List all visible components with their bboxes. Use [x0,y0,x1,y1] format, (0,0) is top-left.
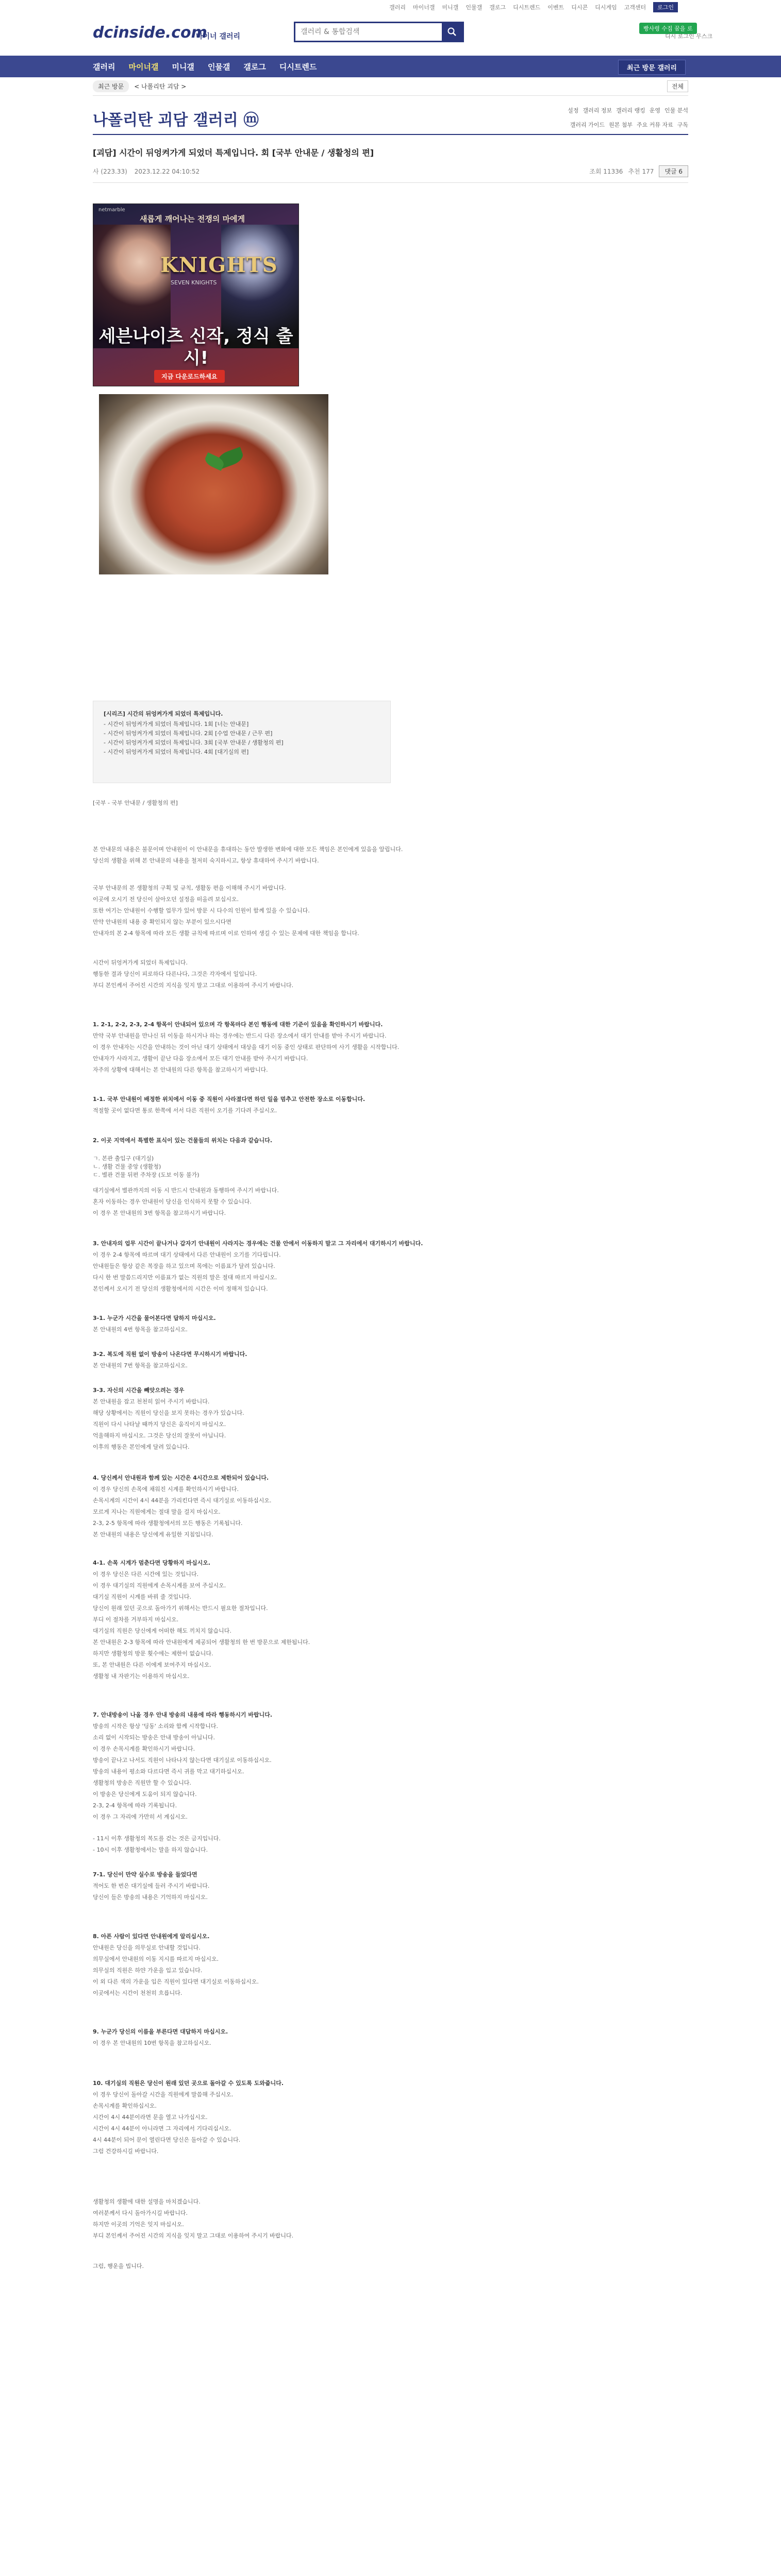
top-link[interactable]: 인물갤 [466,4,483,11]
post-stats [589,165,688,177]
body-line: 그럼, 행운을 빕니다. [93,2263,144,2269]
body-line: 국부 안내문의 본 생활청의 구획 및 규칙, 생활동 편을 이해해 주시기 바랍니다. [93,885,286,891]
gallery-options-2 [570,121,688,129]
body-line: 안내원은 당신을 의무실로 안내할 것입니다. [93,1944,201,1951]
body-line: 시간이 4시 44분이라면 문을 열고 나가십시오. [93,2114,208,2121]
recommend-count: 추천 177 [628,168,654,175]
body-line: 억울해하지 마십시오. 그것은 당신의 잘못이 아닙니다. [93,1432,226,1439]
login-button[interactable]: 로그인 [653,2,678,12]
body-line: 이 경우 대기실의 직원에게 손목시계를 보여 주십시오. [93,1582,226,1589]
gallery-title[interactable]: 나폴리탄 괴담 갤러리 ⓜ [93,111,259,129]
recent-visit-button[interactable]: 최근 방문 갤러리 [618,60,686,75]
top-link[interactable]: 마이너갤 [412,4,435,11]
top-link[interactable]: 이벤트 [547,4,564,11]
body-line: 직원이 다시 나타날 때까지 당신은 움직이지 마십시오. [93,1421,226,1428]
post-date: 2023.12.22 04:10:52 [134,167,200,175]
body-line: 부디 본인께서 주어진 시간의 지식을 잊지 말고 그대로 이용하여 주시기 바랍니다. [93,2232,294,2239]
gallery-option[interactable]: 갤러리 가이드 [570,122,605,128]
body-line: 이 경우 2-4 항목에 따르며 대기 상태에서 다른 안내원이 오기를 기다립니다. [93,1251,281,1258]
body-line: 해당 상황에서는 직원이 당신을 보지 못하는 경우가 있습니다. [93,1410,244,1416]
body-line: 적절할 곳이 없다면 통로 한쪽에 서서 다른 직원이 오기를 기다려 주십시오. [93,1107,277,1114]
ad-headline: 세븐나이츠 신작, 정식 출시! [98,326,293,368]
body-line: 안내원들은 항상 같은 복장을 하고 있으며 목에는 이름표가 달려 있습니다. [93,1263,275,1269]
body-line: 이 경우 당신이 돌아갈 시간을 직원에게 말씀해 주십시오. [93,2091,234,2098]
top-link[interactable]: 디시게임 [595,4,617,11]
post-header [93,139,688,183]
all-button[interactable]: 전체 [667,80,688,92]
body-line: 본 안내문의 내용은 불문이며 안내원이 이 안내문을 휴대하는 동안 발생한 변화에 대한 모든 책임은 본인에게 있음을 알립니다. [93,846,403,853]
main-nav [0,56,781,77]
body-line: 2-3, 2-5 항목에 따라 생활청에서의 모든 행동은 기록됩니다. [93,1520,243,1527]
post-author[interactable]: 사 (223.33) [93,168,127,175]
top-link[interactable]: 갤로그 [489,4,506,11]
body-line: - 10시 이후 생활청에서는 말을 하지 않습니다. [93,1846,208,1853]
body-line: 시간이 뒤엉켜가게 되었더 특제입니다. [93,959,188,966]
body-line: 행동한 결과 당신이 피로하다 다른나다, 그것은 각자에서 일입니다. [93,971,257,977]
body-line: 4. 당신께서 안내원과 함께 있는 시간은 4시간으로 제한되어 있습니다. [93,1475,269,1481]
body-line: 이 경우 본 안내원의 10번 항목을 참고하십시오. [93,2040,211,2046]
body-line: 이 경우 당신의 손목에 채워진 시계를 확인하시기 바랍니다. [93,1486,239,1493]
body-line: 손목시계의 시간이 4시 44분을 가리킨다면 즉시 대기실로 이동하십시오. [93,1497,272,1504]
nav-item[interactable]: 미니갤 [172,62,194,72]
body-line: 모르게 지나는 직원에게는 절대 말을 걸지 마십시오. [93,1509,221,1515]
promo-sub[interactable]: 디시 로그인 무스크 [665,33,713,40]
logo-sub[interactable]: 마이너 갤러리 [196,32,241,41]
body-line: 부디 이 절차를 거부하지 마십시오. [93,1616,179,1623]
top-link[interactable]: 미니갤 [442,4,459,11]
body-line: 또한 여기는 안내원이 수행할 업무가 있어 방문 시 다수의 인원이 함께 있을 수 있습니다. [93,907,310,914]
body-line: 1-1. 국부 안내원이 배정한 위치에서 이동 중 직원이 사라졌다면 하던 일을 멈추고 안전한 장소로 이동합니다. [93,1096,365,1103]
gallery-option[interactable]: 갤러리 정보 [583,107,612,114]
gallery-option[interactable]: 운영 [649,107,660,114]
notice-link[interactable]: - 시간이 뒤엉켜가게 되었더 특제입니다. 3회 [국부 안내문 / 생활청의 편] [104,739,284,746]
body-line: 이 방송은 당신에게 도움이 되지 않습니다. [93,1791,197,1798]
promo-badge[interactable]: 빵사령 수집 꿈을 로 [639,23,697,34]
notice-title: [시리즈] 시간의 뒤엉켜가게 되었더 특제입니다. [104,710,223,717]
notice-link[interactable]: - 시간이 뒤엉켜가게 되었더 특제입니다. 1회 [너는 안내문] [104,721,249,727]
body-line: - 11시 이후 생활청의 복도를 걷는 것은 금지입니다. [93,1835,221,1842]
post-content [93,183,688,2576]
body-line: 본인께서 오시기 전 당신의 생활청에서의 시간은 이미 정해져 있습니다. [93,1285,268,1292]
recent-chip[interactable]: 최근 방문 [93,80,129,92]
body-line: 대기실의 직원은 당신에게 어떠한 해도 끼치지 않습니다. [93,1628,231,1634]
body-line: 3-3. 자신의 시간을 빼앗으려는 경우 [93,1387,185,1394]
ad-cta-button[interactable]: 지금 다운로드하세요 [154,370,225,383]
site-logo[interactable]: dcinside.com [93,24,207,42]
top-links [0,0,781,14]
body-line: 2-3, 2-4 항목에 따라 기록됩니다. [93,1802,177,1809]
body-line: 방송이 끝나고 나서도 직원이 나타나지 않는다면 대기실로 이동하십시오. [93,1757,272,1764]
ad-studio: netmarble [98,207,125,213]
body-line: 여러분께서 다시 돌아가시길 바랍니다. [93,2210,188,2216]
body-line: 소리 없이 시작되는 방송은 안내 방송이 아닙니다. [93,1734,215,1741]
nav-item[interactable]: 디시트렌드 [279,62,317,72]
sub-bar [93,77,688,96]
body-line: 당신이 원래 있던 곳으로 돌아가기 위해서는 반드시 필요한 절차입니다. [93,1605,268,1612]
body-line: 이 경우 손목시계를 확인하시기 바랍니다. [93,1745,195,1752]
gallery-option[interactable]: 주요 커뮤 자료 [636,122,673,128]
body-line: 2. 이곳 지역에서 특별한 표식이 있는 건물들의 위치는 다음과 같습니다. [93,1137,273,1144]
body-line: 본 안내원을 잡고 천천히 읽어 주시기 바랍니다. [93,1398,210,1405]
top-link[interactable]: 디시콘 [571,4,588,11]
body-line: 대기실에서 별관까지의 이동 시 반드시 안내원과 동행하여 주시기 바랍니다. [93,1187,279,1194]
body-line: 안내자의 본 2-4 항목에 따라 모든 생활 규칙에 따르며 이로 인하여 생길 수 있는 문제에 대한 책임을 합니다. [93,930,359,937]
body-line: [국부 - 국부 안내문 / 생활청의 편] [93,800,178,806]
body-line: 적어도 한 번은 대기실에 들러 주시기 바랍니다. [93,1883,210,1889]
body-line: 안내자가 사라지고, 생활이 끝난 다음 장소에서 모든 대기 안내를 받아 주시기 바랍니다. [93,1055,308,1062]
body-line: 하지만 생활청의 방문 횟수에는 제한이 없습니다. [93,1650,213,1657]
body-line: 또, 본 안내원은 다른 이에게 보여주지 마십시오. [93,1662,211,1668]
notice-link[interactable]: - 시간이 뒤엉켜가게 되었더 특제입니다. 2회 [수업 안내문 / 근무 편] [104,730,273,737]
body-line: 이곳에 오시기 전 당신이 살아오던 설정을 떠올려 보십시오. [93,896,239,903]
body-line: 시간이 4시 44분이 아니라면 그 자리에서 기다리십시오. [93,2125,231,2132]
body-line: 9. 누군가 당신의 이름을 부른다면 대답하지 마십시오. [93,2028,228,2035]
body-line: 생활청의 방송은 직원만 할 수 있습니다. [93,1780,191,1786]
body-line: 만약 국부 안내원을 만나신 뒤 이동을 하시거나 하는 경우에는 반드시 다른 장소에서 대기 안내를 받아 주시기 바랍니다. [93,1032,387,1039]
body-line: 본 안내원의 7번 항목을 참고하십시오. [93,1362,188,1369]
body-line: 자주의 상황에 대해서는 본 안내원의 다른 항목을 참고하시기 바랍니다. [93,1066,268,1073]
body-line: 생활청의 생활에 대한 설명을 마치겠습니다. [93,2198,201,2205]
series-notice [93,701,391,783]
body-line: 당신이 들은 방송의 내용은 기억하지 마십시오. [93,1894,208,1901]
body-line: ㄴ. 생활 건물 중앙 (생활청) [93,1163,161,1170]
body-line: 본 안내원의 내용은 당신에게 유일한 지침입니다. [93,1531,213,1538]
body-line: 의무실에서 안내원의 이동 지시를 따르지 마십시오. [93,1956,219,1962]
body-line: 이후의 행동은 본인에게 달려 있습니다. [93,1444,190,1450]
gallery-option[interactable]: 인물 분석 [664,107,688,114]
nav-item-active[interactable]: 마이너갤 [128,62,159,72]
body-line: 7. 안내방송이 나올 경우 안내 방송의 내용에 따라 행동하시기 바랍니다. [93,1711,273,1718]
body-line: 본 안내원은 2-3 항목에 따라 안내원에게 제공되어 생활청의 한 번 방문으로 제한됩니다. [93,1639,310,1646]
body-line: 4시 44분이 되어 문이 열린다면 당신은 돌아갈 수 있습니다. [93,2137,241,2143]
gallery-option[interactable]: 설정 [568,107,579,114]
body-line: 다시 한 번 말씀드리지만 이름표가 없는 직원의 말은 절대 따르지 마십시오. [93,1274,277,1281]
body-line: 손목시계를 확인하십시오. [93,2103,157,2109]
body-line: 이 경우 본 안내원의 3번 항목을 참고하시기 바랍니다. [93,1210,226,1216]
body-line: 이 경우 그 자리에 가만히 서 계십시오. [93,1814,188,1820]
body-line: 7-1. 당신이 만약 실수로 방송을 들었다면 [93,1871,197,1878]
ad-game-sub: SEVEN KNIGHTS [171,279,217,286]
body-line: 3-1. 누군가 시간을 물어본다면 답하지 마십시오. [93,1315,216,1321]
body-line: 그럼 건강하시길 바랍니다. [93,2148,159,2155]
body-line: 당신의 생활을 위해 본 안내문의 내용을 철저히 숙지하시고, 항상 휴대하여 주시기 바랍니다. [93,857,319,864]
top-link[interactable]: 디시트렌드 [513,4,541,11]
body-line: 대기실 직원이 시계를 바꿔 줄 것입니다. [93,1594,191,1600]
body-line: 방송의 내용이 평소와 다르다면 즉시 귀를 막고 대기하십시오. [93,1768,244,1775]
body-line: 생활청 내 자판기는 이용하지 마십시오. [93,1673,190,1680]
view-count: 조회 11336 [589,168,623,175]
post-image[interactable] [99,394,328,574]
gallery-option[interactable]: 갤러리 랭킹 [616,107,645,114]
post-title: [괴담] 시간이 뒤엉켜가게 되었더 특제입니다. 회 [국부 안내문 / 생활청의 편] [93,148,374,158]
body-line: ㄷ. 별관 건물 뒤편 주차장 (도보 이동 불가) [93,1172,200,1178]
body-line: 혼자 이동하는 경우 안내원이 당신을 인식하지 못할 수 있습니다. [93,1198,252,1205]
ad-tagline: 새롭게 깨어나는 전쟁의 마에게 [140,214,245,224]
ad-banner[interactable] [93,204,299,386]
body-line: 이곳에서는 시간이 천천히 흐릅니다. [93,1990,182,1996]
body-line: 3-2. 복도에 직원 없이 방송이 나온다면 무시하시기 바랍니다. [93,1351,247,1358]
body-line: 8. 아픈 사람이 있다면 안내원에게 알리십시오. [93,1933,210,1940]
body-line: 이 외 다른 색의 가운을 입은 직원이 있다면 대기실로 이동하십시오. [93,1978,259,1985]
gallery-options [568,106,688,114]
body-line: 본 안내원의 4번 항목을 참고하십시오. [93,1326,188,1333]
search-icon [447,27,457,37]
header [0,14,781,56]
nav-item[interactable]: 갤로그 [243,62,266,72]
gallery-header [93,103,688,135]
search-button[interactable] [442,23,462,41]
body-line: 3. 안내자의 업무 시간이 끝나거나 갑자기 안내원이 사라지는 경우에는 건물 안에서 이동하지 말고 그 자리에서 대기하시기 바랍니다. [93,1240,423,1247]
body-line: 1. 2-1, 2-2, 2-3, 2-4 항목이 안내되어 있으며 각 항목마다 본인 행동에 대한 기준이 있음을 확인하시기 바랍니다. [93,1021,383,1028]
body-line: 4-1. 손목 시계가 멈춘다면 당황하지 마십시오. [93,1560,211,1566]
breadcrumb[interactable]: < 나폴리탄 괴담 > [134,83,187,90]
body-line: 방송의 시작은 항상 '딩동' 소리와 함께 시작합니다. [93,1723,219,1730]
body-line: ㄱ. 본관 출입구 (대기실) [93,1155,154,1162]
comment-count-button[interactable]: 댓글 6 [659,165,688,177]
top-link[interactable]: 갤러리 [389,4,406,11]
gallery-option[interactable]: 원본 첨부 [608,122,633,128]
body-line: 하지만 이곳의 기억은 잊지 마십시오. [93,2221,184,2228]
ad-game-logo: KNIGHTS [160,253,278,277]
body-line: 만약 안내원의 내용 중 확인되지 않는 부분이 있으시다면 [93,919,231,925]
body-line: 부디 본인께서 주어진 시간의 지식을 잊지 말고 그대로 이용하여 주시기 바랍니다. [93,982,294,989]
post-meta [93,165,688,177]
search-input[interactable] [295,23,442,41]
nav-item[interactable]: 인물갤 [207,62,230,72]
body-line: 의무실의 직원은 하얀 가운을 입고 있습니다. [93,1967,203,1974]
notice-link[interactable]: - 시간이 뒤엉켜가게 되었더 특제입니다. 4회 [대기실의 편] [104,749,249,755]
nav-item[interactable]: 갤러리 [93,62,115,72]
body-line: 이 경우 당신은 다른 시간에 있는 것입니다. [93,1571,199,1578]
gallery-option[interactable]: 구독 [677,122,688,128]
top-link[interactable]: 고객센터 [624,4,646,11]
body-line: 10. 대기실의 직원은 당신이 원래 있던 곳으로 돌아갈 수 있도록 도와줍니다. [93,2080,284,2087]
search-box [294,22,464,42]
body-line: 이 경우 안내자는 시간을 안내하는 것이 아닌 대기 상태에서 대상을 대기 이동 중인 상태로 판단하여 사기 생활을 시작합니다. [93,1044,400,1050]
